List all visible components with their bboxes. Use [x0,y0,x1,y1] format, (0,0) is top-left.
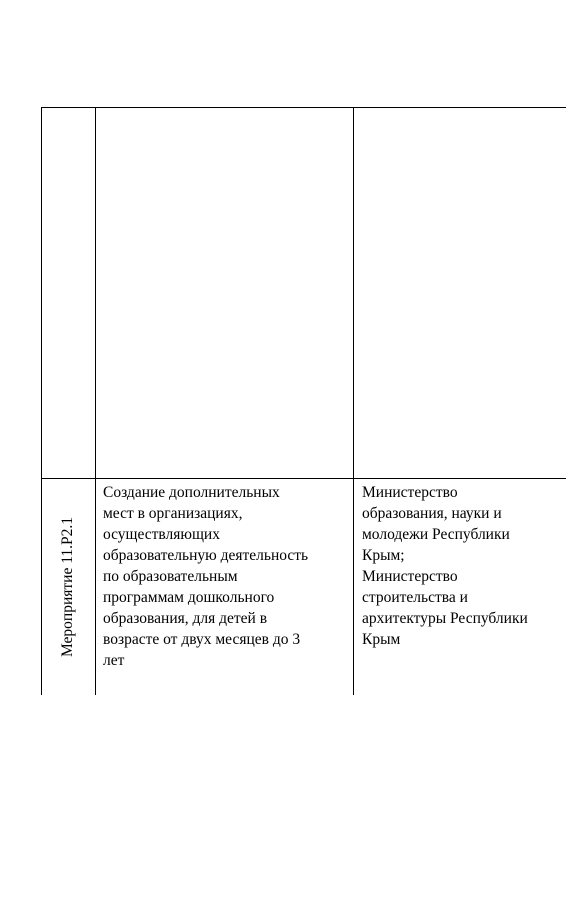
measure-description: Создание дополнительных мест в организациях, осуществляющих образовательную деятельность по образовательным программам дошкольного образования, для детей в возрасте от двух месяцев до 3 лет [103,484,309,669]
measure-code: Мероприятие 11.Р2.1 [59,516,76,657]
measure-code-cell [41,478,95,695]
row-divider [41,478,566,479]
column-divider-1 [95,107,96,695]
table-top-border [41,107,566,108]
document-table [41,107,566,695]
column-divider-2 [353,107,354,695]
responsible-executors: Министерство образования, науки и молодежи Республики Крым; Министерство строительства и архитектуры Республики Крым [362,484,528,648]
